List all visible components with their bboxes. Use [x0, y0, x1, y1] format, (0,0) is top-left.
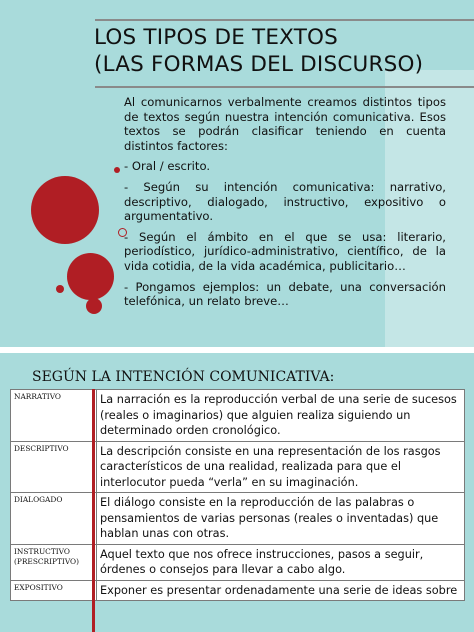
decorative-dot-medium	[67, 253, 114, 300]
type-name-cell: NARRATIVO	[11, 390, 97, 442]
slide-communicative-intention	[0, 353, 474, 632]
decorative-dot-large	[31, 176, 99, 244]
title-line-2: (LAS FORMAS DEL DISCURSO)	[94, 52, 424, 77]
type-description-cell: Aquel texto que nos ofrece instrucciones, pasos a seguir, órdenes o consejos para llevar a cabo algo.	[97, 544, 465, 580]
bullet-oral-escrito: - Oral / escrito.	[124, 159, 211, 174]
type-name-cell: EXPOSITIVO	[11, 580, 97, 601]
type-name-cell: INSTRUCTIVO (PRESCRIPTIVO)	[11, 544, 97, 580]
type-name-cell: DIALOGADO	[11, 493, 97, 545]
slide2-title: SEGÚN LA INTENCIÓN COMUNICATIVA:	[32, 369, 335, 385]
title-rule-bottom	[95, 86, 474, 88]
decorative-dot-tiny	[56, 285, 64, 293]
table-row	[11, 390, 465, 442]
type-description-cell: La descripción consiste en una representación de los rasgos característicos de una realidad, realizada para que el interlocutor pueda “verla” en su imaginación.	[97, 441, 465, 493]
decorative-dot-small	[86, 298, 102, 314]
slide-body	[124, 95, 446, 309]
bullet-ambito: - Según el ámbito en el que se usa: literario, periodístico, jurídico-administrativo, científico, de la vida cotidia, de la vida académica, publicitario…	[124, 229, 446, 273]
bullet-ejemplos: - Pongamos ejemplos: un debate, una conversación telefónica, un relato breve…	[124, 279, 446, 309]
type-description-cell: Exponer es presentar ordenadamente una serie de ideas sobre	[97, 580, 465, 601]
slide-title	[90, 22, 460, 88]
table-accent-line	[92, 389, 95, 632]
title-rule-top	[95, 19, 474, 21]
bullet-intencion: - Según su intención comunicativa: narrativo, descriptivo, dialogado, instructivo, expositivo o argumentativo.	[124, 179, 446, 224]
table-row	[11, 544, 465, 580]
type-name-cell: DESCRIPTIVO	[11, 441, 97, 493]
intro-paragraph: Al comunicarnos verbalmente creamos distintos tipos de textos según nuestra intención comunicativa. Esos textos se podrán clasificar teniendo en cuenta distintos factores:	[124, 95, 446, 153]
title-line-1: LOS TIPOS DE TEXTOS	[94, 25, 339, 50]
table-row	[11, 580, 465, 601]
type-description-cell: El diálogo consiste en la reproducción de las palabras o pensamientos de varias personas (reales o inventadas) que hablan unas con otras.	[97, 493, 465, 545]
type-description-cell: La narración es la reproducción verbal de una serie de sucesos (reales o imaginarios) que alguien realiza siguiendo un determinado orden cronológico.	[97, 390, 465, 442]
decorative-dot-xs	[114, 167, 120, 173]
text-types-table	[10, 389, 465, 601]
table-row	[11, 493, 465, 545]
table-row	[11, 441, 465, 493]
